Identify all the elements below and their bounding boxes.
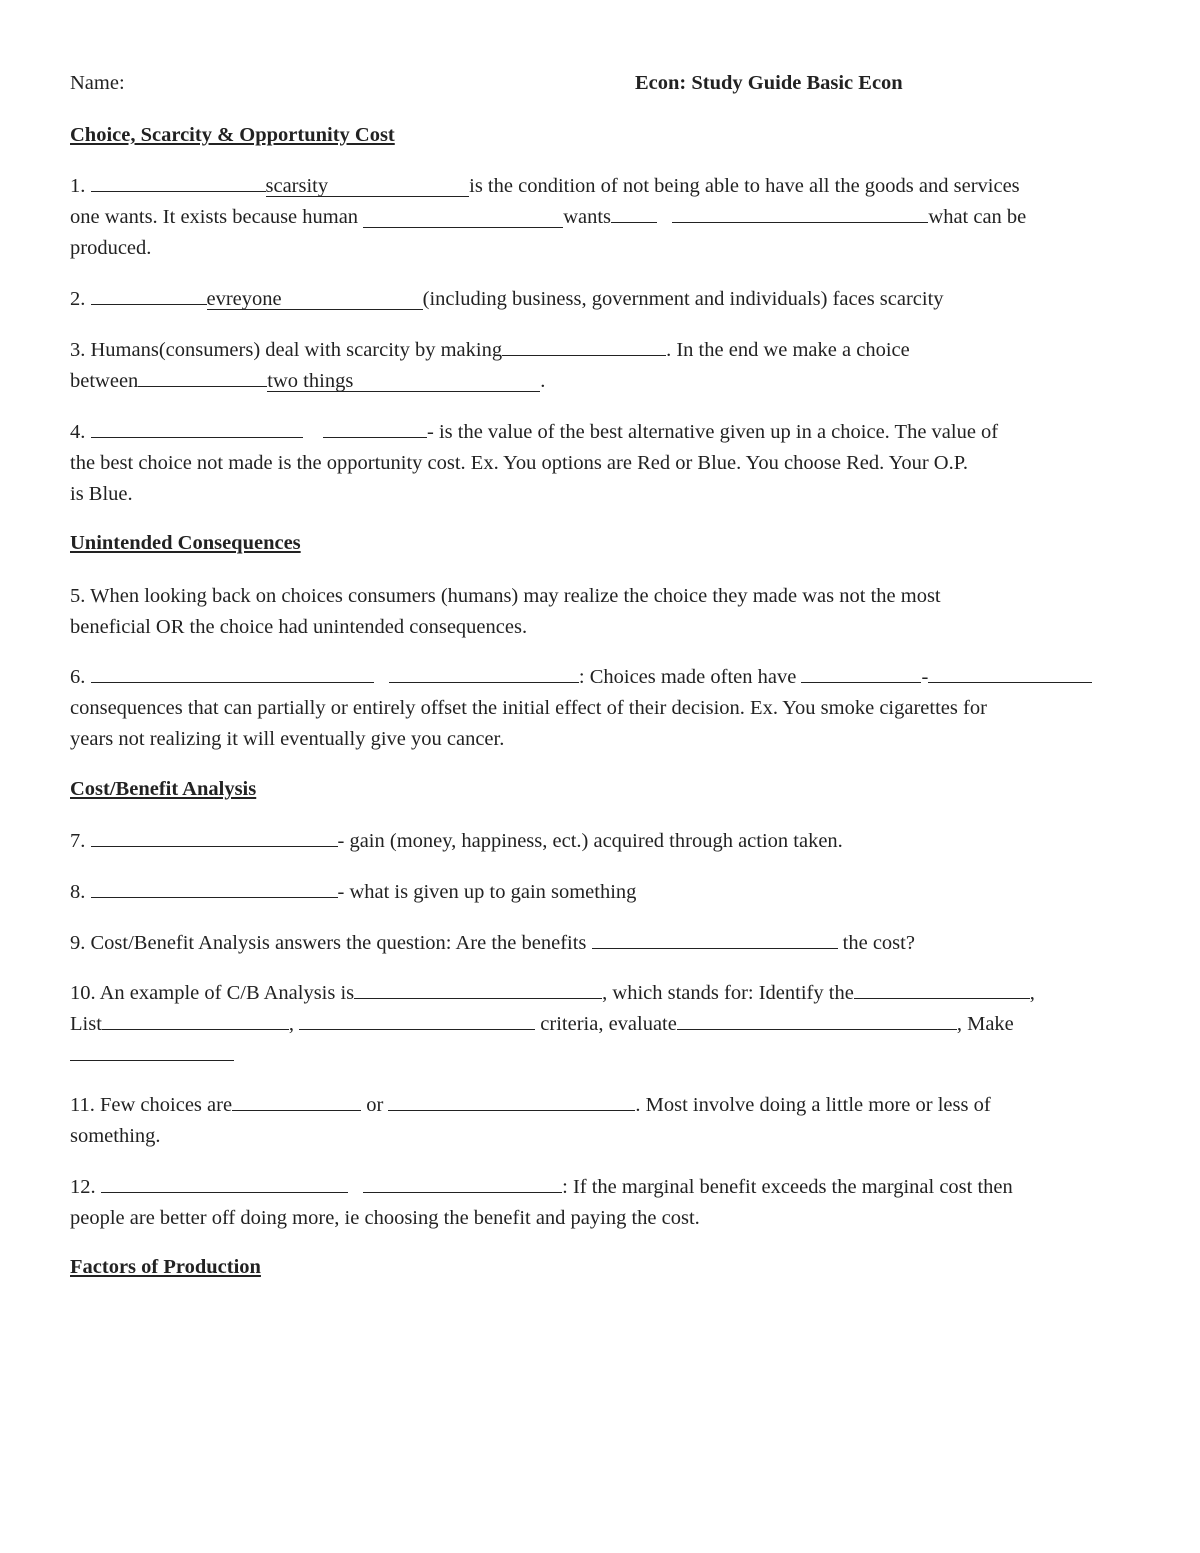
answer-blank[interactable] — [592, 930, 838, 949]
question-text: consequences that can partially or entirely offset the initial effect of their decision. Ex. You smoke cigarettes for — [70, 697, 987, 719]
question-number: 4. — [70, 421, 86, 443]
answer-blank-filled[interactable] — [207, 289, 423, 310]
section-heading-unintended-consequences: Unintended Consequences — [70, 532, 301, 554]
question-12 — [70, 1172, 1132, 1234]
question-number: 6. — [70, 666, 86, 688]
answer-blank[interactable] — [91, 879, 338, 898]
question-number: 8. — [70, 881, 86, 903]
question-4 — [70, 417, 1132, 510]
answer-blank[interactable] — [102, 1011, 289, 1030]
answer-blank[interactable] — [91, 286, 207, 305]
section-heading-choice-scarcity: Choice, Scarcity & Opportunity Cost — [70, 124, 395, 146]
question-text: something. — [70, 1125, 161, 1147]
question-text: , Make — [956, 1013, 1014, 1035]
answer-blank[interactable] — [928, 664, 1092, 683]
question-8 — [70, 877, 1132, 908]
answer-blank-filled[interactable] — [363, 207, 563, 228]
answer-blank-filled[interactable] — [266, 176, 470, 197]
question-number: 12. — [70, 1176, 96, 1198]
question-text: An example of C/B Analysis is — [99, 982, 355, 1004]
question-text: List — [70, 1013, 102, 1035]
answer-blank[interactable] — [801, 664, 921, 683]
question-text: . — [540, 370, 546, 392]
answer-blank[interactable] — [101, 1174, 348, 1193]
question-10 — [70, 978, 1132, 1071]
answer-blank[interactable] — [388, 1092, 635, 1111]
question-text: - is the value of the best alternative given up in a choice. The value of — [427, 421, 999, 443]
question-text: people are better off doing more, ie choosing the benefit and paying the cost. — [70, 1207, 700, 1229]
section-heading-cost-benefit: Cost/Benefit Analysis — [70, 778, 257, 800]
section-heading-factors-of-production: Factors of Production — [70, 1256, 261, 1278]
answer-blank[interactable] — [138, 368, 267, 387]
answer-blank[interactable] — [299, 1011, 535, 1030]
answer-blank[interactable] — [677, 1011, 957, 1030]
question-text: the best choice not made is the opportunity cost. Ex. You options are Red or Blue. You choose Red. Your O.P. — [70, 452, 968, 474]
question-9 — [70, 928, 1132, 959]
question-text: between — [70, 370, 139, 392]
answer-blank[interactable] — [672, 204, 928, 223]
answer-blank[interactable] — [854, 980, 1030, 999]
question-text: the cost? — [842, 932, 915, 954]
question-5 — [70, 581, 1132, 643]
question-1 — [70, 171, 1132, 264]
question-text: , — [288, 1013, 295, 1035]
question-text: is Blue. — [70, 483, 133, 505]
question-7 — [70, 826, 1132, 857]
question-text: (including business, government and individuals) faces scarcity — [422, 288, 944, 310]
answer-blank[interactable] — [91, 419, 303, 438]
document-title: Econ: Study Guide Basic Econ — [635, 72, 903, 94]
question-number: 1. — [70, 175, 86, 197]
question-number: 2. — [70, 288, 86, 310]
question-text: what can be — [928, 206, 1027, 228]
answer-blank-filled[interactable] — [267, 371, 540, 392]
question-text: : Choices made often have — [578, 666, 797, 688]
answer-blank[interactable] — [91, 664, 374, 683]
question-number: 7. — [70, 830, 86, 852]
question-text: or — [366, 1094, 384, 1116]
question-number: 5. — [70, 585, 86, 607]
question-number: 9. — [70, 932, 86, 954]
answer-blank[interactable] — [354, 980, 602, 999]
question-text: . Most involve doing a little more or less of — [635, 1094, 991, 1116]
answer-blank[interactable] — [91, 828, 338, 847]
filled-answer: wants — [563, 206, 612, 228]
question-text: criteria, evaluate — [540, 1013, 677, 1035]
question-text: produced. — [70, 237, 152, 259]
filled-answer: scarsity — [265, 175, 329, 197]
question-3 — [70, 335, 1132, 397]
question-text: Humans(consumers) deal with scarcity by making — [90, 339, 503, 361]
question-text: is the condition of not being able to have all the goods and services — [469, 175, 1020, 197]
question-text: , — [1029, 982, 1035, 1004]
question-text: When looking back on choices consumers (humans) may realize the choice they made was not the most — [90, 585, 941, 607]
question-text: years not realizing it will eventually give you cancer. — [70, 728, 505, 750]
question-text: : If the marginal benefit exceeds the marginal cost then — [562, 1176, 1013, 1198]
question-2 — [70, 284, 1132, 315]
name-label: Name: — [70, 72, 125, 94]
answer-blank[interactable] — [70, 1042, 234, 1061]
answer-blank[interactable] — [232, 1092, 361, 1111]
answer-blank[interactable] — [611, 204, 657, 223]
answer-blank[interactable] — [389, 664, 579, 683]
question-text: Cost/Benefit Analysis answers the question: Are the benefits — [90, 932, 587, 954]
header — [70, 72, 1132, 102]
question-number: 11. — [70, 1094, 95, 1116]
question-text: one wants. It exists because human — [70, 206, 359, 228]
question-text: , which stands for: Identify the — [602, 982, 854, 1004]
question-text: Few choices are — [100, 1094, 233, 1116]
question-text: . In the end we make a choice — [666, 339, 910, 361]
answer-blank[interactable] — [363, 1174, 562, 1193]
question-number: 3. — [70, 339, 86, 361]
dash: - — [921, 666, 929, 688]
question-text: - what is given up to gain something — [337, 881, 637, 903]
question-text: - gain (money, happiness, ect.) acquired through action taken. — [337, 830, 843, 852]
answer-blank[interactable] — [502, 337, 666, 356]
filled-answer: two things — [267, 370, 354, 392]
filled-answer: evreyone — [206, 288, 282, 310]
question-text: beneficial OR the choice had unintended consequences. — [70, 616, 528, 638]
question-6 — [70, 662, 1132, 755]
answer-blank[interactable] — [91, 173, 266, 192]
answer-blank[interactable] — [323, 419, 427, 438]
question-number: 10. — [70, 982, 96, 1004]
question-11 — [70, 1090, 1132, 1152]
